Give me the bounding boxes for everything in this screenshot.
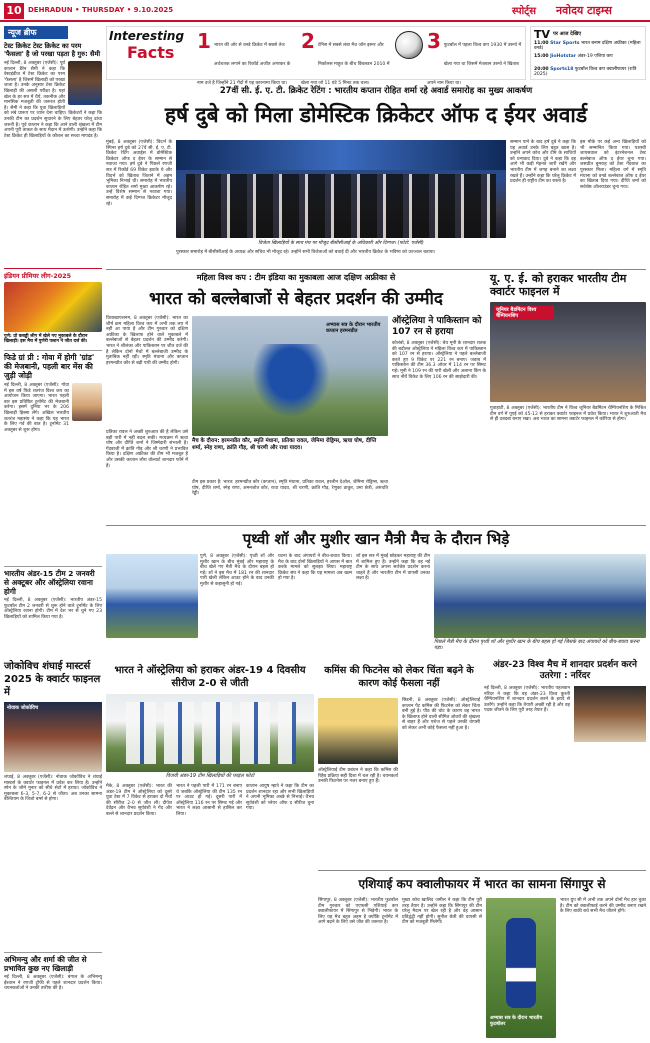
fide-body: नई दिल्ली, 8 अक्तूबर (एजेंसी): गोवा में इस वर्ष फिडे शतरंज विश्व कप का आयोजन किया जाएगा। भारत पहली बार इस प्रतिष्ठित टूर्नामेंट की मेजबानी करेगा। इसमें दुनिया भर के 206 खिलाड़ी हिस्सा लेंगे। अखिल भारतीय शतरंज महासंघ ने कहा कि यह भारत के लिए गर्व की बात है। टूर्नामेंट 31 अक्तूबर से शुरू होगा। (4, 383, 69, 433)
fact-number: 1 (197, 29, 211, 53)
abhimanyu-story (4, 952, 102, 1040)
divider (318, 870, 646, 871)
fide-photo (72, 383, 102, 421)
wwc-col3: टीम इस प्रकार है: भारत: हरमनप्रीत कौर (कप्तान), स्मृति मंधाना, प्रतिका रावल, हरलीन देओल, जेमिमा रोड्रिग्स, ऋचा घोष, दीप्ति शर्मा, स्नेह राणा, अमनजोत कौर, राधा यादव, श्री चरणी, क्रांति गौड़, रेणुका ठाकुर, उमा छेत्री, अरुंधति रेड्डी। (192, 480, 388, 497)
tv-sublabel: पर आज देखिए (553, 31, 581, 37)
wwc-col2: प्रतिका रावल ने अच्छी शुरुआत की है लेकिन उसे बड़ी पारी में नहीं बदल सकी। मध्यक्रम में ऋचा घोष और दीप्ति शर्मा ने जिम्मेदारी संभाली है। गेंदबाजी में क्रांति गौड़ और श्री चरणी ने प्रभावित किया है। दक्षिण अफ्रीका की टीम भी मजबूत है और उसकी कप्तान लौरा वोल्वार्ट शानदार फॉर्म में हैं। (106, 430, 188, 469)
uae-photo-label: जूनियर बैडमिंटन विश्व चैम्पियनशिप (494, 306, 554, 320)
prithvi-col3: शॉ इस सत्र में मुंबई छोड़कर महाराष्ट्र की टीम में शामिल हुए हैं। उन्होंने कहा कि वह नई टीम के साथ अपना सर्वश्रेष्ठ प्रदर्शन करना चाहते हैं और भारतीय टीम में वापसी उनका लक्ष्य है। (356, 554, 430, 582)
lead-col2: सम्मान पाने के बाद हर्ष दुबे ने कहा कि यह अवार्ड उनके लिए बहुत खास है। उन्होंने अपने कोच और टीम के साथियों को धन्यवाद दिया। दुबे ने कहा कि वह आगे भी कड़ी मेहनत जारी रखेंगे और भारतीय टीम में जगह बनाने का लक्ष्य रखते हैं। उन्होंने कहा कि घरेलू क्रिकेट में प्रदर्शन ही राष्ट्रीय टीम का रास्ता है। (510, 140, 576, 185)
prithvi-photo-right (434, 554, 646, 638)
prithvi-col1: पुणे, 8 अक्तूबर (एजेंसी): पृथ्वी शॉ और मुशीर खान के बीच मुंबई और महाराष्ट्र के बीच खेले गए मैत्री मैच के दौरान बहस हो गई। शॉ ने इस मैच में 181 रन की शानदार पारी खेली लेकिन आउट होने के बाद उनकी मुशीर से कहासुनी हो गई। (200, 554, 274, 587)
shanghai-headline: जोकोविच शंघाई मास्टर्स 2025 के क्वार्टर फाइनल में (4, 661, 101, 698)
u19-col3: कप्तान आयुष म्हात्रे ने कहा कि टीम का प्रदर्शन शानदार रहा और सभी खिलाड़ियों ने अपनी भूमिका अच्छे से निभाई। वैभव सूर्यवंशी को प्लेयर ऑफ द सीरीज चुना गया। (246, 784, 314, 812)
abhimanyu-headline: अभिमन्यु और शर्मा की जीत से प्रभावित कुछ नए खिलाड़ी (4, 952, 102, 973)
cummins-body: सिडनी, 8 अक्तूबर (एजेंसी): ऑस्ट्रेलियाई कप्तान पैट कमिंस की फिटनेस को लेकर चिंता बनी हुई है। पीठ की चोट के कारण वह भारत के खिलाफ होने वाली सीमित ओवरों की श्रृंखला से बाहर हैं और एशेज से पहले उनकी वापसी को लेकर अभी कोई फैसला नहीं हुआ है। (402, 698, 480, 731)
aus-pak-story (392, 316, 486, 522)
divider (106, 269, 646, 270)
wwc-col1: विशाखापत्तनम, 8 अक्तूबर (एजेंसी): भारत का शीर्ष क्रम महिला विश्व कप में अभी तक लय में नहीं आ पाया है और टीम गुरुवार को दक्षिण अफ्रीका के खिलाफ होने वाले मुकाबले में बल्लेबाजों से बेहतर प्रदर्शन की उम्मीद करेगी। भारत ने श्रीलंका और पाकिस्तान पर जीत दर्ज की है लेकिन दोनों मैचों में बल्लेबाजी उम्मीद के मुताबिक नहीं रही। स्मृति मंधाना और कप्तान हरमनप्रीत कौर से बड़ी पारी की उम्मीद होगी। (106, 316, 188, 366)
tv-channel: Star Sports (550, 41, 580, 46)
fide-headline: फिडे ग्रां प्री : गोवा में होगी 'ग्रांड' की मेजबानी, पहली बार मेंस की जुड़ी जोड़ी (4, 350, 102, 380)
u19-col2: भारत ने पहली पारी में 171 रन बनाए थे जबकि ऑस्ट्रेलिया की टीम 135 रन पर आउट हो गई। दूसरी पारी में ऑस्ट्रेलिया 116 रन पर सिमट गई और भारत ने लक्ष्य आसानी से हासिल कर लिया। (176, 784, 242, 817)
tv-program: फुटबॉल विश्व कप क्वालीफायर (रात्रि 2025) (534, 67, 637, 78)
asia-cup-headline: एशियाई कप क्वालीफायर में भारत का सामना सिंगापुर से (358, 877, 606, 891)
asia-cup-col2: मुख्य कोच खालिद जमील ने कहा कि टीम पूरी तरह तैयार है। उन्होंने कहा कि सिंगापुर की टीम घरेलू मैदान पर खेल रही है और वह आसान प्रतिद्वंद्वी नहीं होगी। सुनील छेत्री की वापसी से टीम को मजबूती मिलेगी। (402, 898, 482, 926)
asia-cup-photo-label: अभ्यास सत्र के दौरान भारतीय फुटबॉलर (490, 1016, 543, 1027)
wwc-photo-label: अभ्यास सत्र के दौरान भारतीय कप्तान हरमनप्रीत (326, 322, 381, 334)
shanghai-photo (4, 702, 102, 772)
lead-photo (176, 140, 506, 238)
cummins-body2: ऑस्ट्रेलियाई टीम प्रबंधन ने कहा कि कमिंस की रिहैब प्रक्रिया सही दिशा में चल रही है। चयनकर्ता उनकी फिटनेस पर नजर बनाए हुए हैं। (318, 768, 398, 785)
abhimanyu-body: नई दिल्ली, 8 अक्तूबर (एजेंसी): बंगाल के अभिमन्यु ईश्वरन ने रणजी ट्रॉफी से पहले शानदार प्रदर्शन किया। चयनकर्ताओं ने उनकी तारीफ की है। (4, 975, 102, 992)
wrestling-photo (574, 686, 646, 742)
lead-bottom-text: पुरस्कार समारोह में बीसीसीआई के अध्यक्ष और सचिव भी मौजूद रहे। उन्होंने सभी विजेताओं को बधाई दी और भारतीय क्रिकेट के भविष्य को उज्ज्वल बताया। (176, 250, 436, 255)
tv-time: 15:00 (534, 54, 549, 59)
tv-guide (530, 26, 646, 80)
section-label: स्पोर्ट्स (512, 6, 536, 17)
prithvi-col2: घटना के बाद अंपायरों ने बीच-बचाव किया। मैच के बाद दोनों खिलाड़ियों ने आपस में बात करके मामले को सुलझा लिया। महाराष्ट्र क्रिकेट संघ ने कहा कि यह मामला अब खत्म हो गया है। (278, 554, 352, 582)
u19-caption: विजयी अंडर-19 टीम खिलाड़ियों की फाइल फोटो (165, 773, 255, 779)
wrestling-headline: अंडर-23 विश्व मैच में शानदार प्रदर्शन करने उतरेगा : नरिंदर (493, 660, 637, 681)
fact-text: टेनिस में सबसे लंबा मैच जॉन इस्नर और निकोलस माहुत के बीच विंबलडन 2010 में खेला गया जो 11 घंटे 5 मिनट तक चला। (301, 43, 390, 86)
uae-photo (490, 302, 646, 402)
fact-item (197, 29, 297, 86)
divider (106, 525, 646, 526)
pkl-caption: पुणे: प्रो कबड्डी लीग में खेले गए मुकाबले के दौरान खिलाड़ी। इस मैच में पुणेरी पल्टन ने जीत दर्ज की। (4, 334, 88, 345)
interesting-facts (106, 26, 526, 86)
wrestling-story (484, 660, 646, 858)
masthead (0, 0, 650, 22)
fact-number: 3 (427, 29, 441, 53)
fact-text: फुटबॉल में पहला विश्व कप 1930 में उरुग्वे में खेला गया था जिसमें मेजबान उरुग्वे ने खिताब अपने नाम किया था। (427, 43, 522, 86)
news-brief-body: नई दिल्ली, 8 अक्तूबर (एजेंसी): पूर्व कप्तान डैरेन सैमी ने कहा कि वेस्टइंडीज में टेस्ट क्रिकेट का परम 'फैसला' है जिसमें खिलाड़ी को परखा जाता है। उनके अनुसार टेस्ट क्रिकेट खिलाड़ी की असली परीक्षा है। यहां खेल के हर सत्र में धैर्य, तकनीक और मानसिक मजबूती की जरूरत होती है। सैमी ने कहा कि युवा खिलाड़ियों को लंबे प्रारूप पर ध्यान देना चाहिए। क्रिकेटरों ने कहा कि उनकी टीम का प्रदर्शन सुधारने के लिए बेहतर घरेलू ढांचा जरूरी है। पूर्व कप्तान ने कहा कि आने वाली श्रृंखला में टीम अपनी पूरी ताकत के साथ मैदान में उतरेगी। उन्होंने कहा कि टेस्ट क्रिकेट ही खिलाड़ियों के कौशल का सच्चा मापदंड है। (4, 61, 102, 139)
shanghai-photo-label: नोवाक जोकोविच (7, 705, 39, 711)
tv-channel: Sports18 (550, 67, 574, 72)
shanghai-story (4, 660, 102, 950)
news-brief (4, 26, 102, 266)
wwc-kicker: महिला विश्व कप : टीम इंडिया का मुकाबला आज दक्षिण अफ्रीका से (196, 273, 396, 282)
tv-item (534, 67, 644, 79)
aus-pak-body: कोलंबो, 8 अक्तूबर (एजेंसी): बेथ मूनी के शानदार शतक की बदौलत ऑस्ट्रेलिया ने महिला विश्व कप में पाकिस्तान को 107 रन से हराया। ऑस्ट्रेलिया ने पहले बल्लेबाजी करते हुए 9 विकेट पर 221 रन बनाए। जवाब में पाकिस्तान की टीम 36.3 ओवर में 114 रन पर सिमट गई। मूनी ने 109 रन की पारी खेली और अलाना किंग के साथ नौवें विकेट के लिए 106 रन की साझेदारी की। (392, 341, 486, 380)
lead-col3: इस मौके पर कई अन्य खिलाड़ियों को भी सम्मानित किया गया। यशस्वी जायसवाल को इंटरनेशनल टेस्ट बल्लेबाज ऑफ द ईयर चुना गया। जसप्रीत बुमराह को टेस्ट गेंदबाज का पुरस्कार मिला। महिला वर्ग में स्मृति मंधाना को वनडे बल्लेबाज ऑफ द ईयर का खिताब दिया गया। दीप्ति शर्मा को सर्वश्रेष्ठ ऑलराउंडर चुना गया। (580, 140, 646, 190)
lead-col1: मुंबई, 8 अक्तूबर (एजेंसी): विदर्भ के स्पिनर हर्ष दुबे को 27वें सी. ई. ए. टी. क्रिकेट रेटिंग अवार्ड्स में डोमेस्टिक क्रिकेटर ऑफ द ईयर के सम्मान से नवाजा गया। हर्ष दुबे ने पिछले रणजी सत्र में रिकॉर्ड 69 विकेट झटके थे और विदर्भ को खिताब जिताने में अहम भूमिका निभाई थी। समारोह में भारतीय कप्तान रोहित शर्मा मुख्य आकर्षण रहे। उन्हें विशेष सम्मान से नवाजा गया। समारोह में कई दिग्गज क्रिकेटर मौजूद रहे। (106, 140, 172, 207)
lead-photo-backdrop (176, 140, 506, 170)
cummins-photo (318, 698, 398, 764)
lead-kicker: 27वीं सी. ई. ए. टी. क्रिकेट रेटिंग : भारतीय कप्तान रोहित शर्मा रहे अवार्ड समारोह का मुख्य आकर्षण (219, 85, 533, 95)
tv-item (534, 41, 644, 53)
fact-item (301, 29, 397, 86)
uae-story (490, 272, 646, 522)
news-brief-label: न्यूज ब्रीफ (4, 26, 68, 39)
shanghai-body: शंघाई, 8 अक्तूबर (एजेंसी): नोवाक जोकोविच ने शंघाई मास्टर्स के क्वार्टर फाइनल में प्रवेश कर लिया है। उन्होंने स्पेन के जौमे मुनार को सीधे सेटों में हराया। जोकोविच ने मुकाबला 6-3, 5-7, 6-2 से जीता। अब उनका सामना बेल्जियम के जिजो बर्ग्स से होगा। (4, 775, 102, 803)
prithvi-headline: पृथ्वी शॉ और मुशीर खान मैत्री मैच के दौरान भिड़े (242, 530, 510, 548)
fact-item (427, 29, 523, 86)
wwc-player (252, 344, 330, 418)
tv-item (534, 54, 644, 66)
prithvi-photo-left (106, 554, 198, 638)
aus-pak-headline: ऑस्ट्रेलिया ने पाकिस्तान को 107 रन से हराया (392, 316, 482, 337)
u15-body: नई दिल्ली, 8 अक्तूबर (एजेंसी): भारतीय अंडर-15 फुटबॉल टीम 2 जनवरी से शुरू होने वाले टूर्नामेंट के लिए ऑस्ट्रेलिया रवाना होगी। टीम में देश भर से चुने गए 23 खिलाड़ियों को शामिल किया गया है। (4, 598, 102, 620)
asia-cup-col3: भारत ग्रुप सी में अभी तक अपने दोनों मैच हार चुका है। टीम को क्वालीफाई करने की उम्मीद बनाए रखने के लिए बाकी बचे सभी मैच जीतने होंगे। (560, 898, 646, 915)
wrestling-body: नई दिल्ली, 8 अक्तूबर (एजेंसी): भारतीय पहलवान नरिंदर ने कहा कि वह अंडर-23 विश्व कुश्ती चैम्पियनशिप में शानदार प्रदर्शन करने के इरादे से उतरेंगे। उन्होंने कहा कि तैयारी अच्छी रही है और वह पदक जीतने के लिए पूरी तरह तैयार हैं। (484, 686, 570, 714)
wwc-headline: भारत को बल्लेबाजों से बेहतर प्रदर्शन की उम्मीद (149, 289, 443, 309)
paper-name: नवोदय टाइम्स (556, 4, 612, 17)
football-icon (395, 31, 423, 59)
pkl-photo (4, 282, 102, 332)
u19-photo (106, 694, 314, 772)
facts-label-bottom: Facts (127, 43, 175, 62)
lead-photo-caption: विजेता खिलाड़ियों के साथ मंच पर मौजूद बीसीसीआई के अधिकारी और दिग्गज। (फोटो: एजेंसी) (258, 241, 424, 246)
tv-program: अंडर-19 एशिया कप (577, 54, 613, 59)
u19-headline: भारत ने ऑस्ट्रेलिया को हराकर अंडर-19 4 दिवसीय सीरीज 2-0 से जीती (114, 665, 306, 689)
lead-headline: हर्ष दुबे को मिला डोमेस्टिक क्रिकेटर ऑफ द ईयर अवार्ड (164, 103, 588, 127)
lead-photo-people (186, 174, 496, 238)
city-date: DEHRADUN • THURSDAY • 9.10.2025 (28, 6, 174, 14)
prithvi-caption: पिछले मैत्री मैच के दौरान पृथ्वी शॉ और मुशीर खान के बीच बहस हो गई जिसके बाद अंपायरों को बीच-बचाव करना पड़ा। (434, 639, 640, 652)
tv-channel: JioHotstar (550, 54, 577, 59)
facts-label (109, 29, 193, 77)
fact-text: भारत की ओर से वनडे क्रिकेट में सबसे तेज अर्धशतक लगाने का रिकॉर्ड अजीत अगरकर के नाम दर्ज है जिन्होंने 21 गेंदों में यह कारनामा किया था। (197, 43, 291, 86)
tv-label: TV (534, 28, 551, 41)
asia-cup-player (506, 918, 536, 1008)
tv-time: 11:00 (534, 41, 549, 46)
asia-cup-col1: सिंगापुर, 8 अक्तूबर (एजेंसी): भारतीय फुटबॉल टीम गुरुवार को एएफसी एशियाई कप क्वालीफायर में सिंगापुर से भिड़ेगी। भारत के लिए यह मैच बहुत अहम है क्योंकि टूर्नामेंट में आगे बढ़ने के लिए उसे जीत की जरूरत है। (318, 898, 398, 926)
asia-cup-photo (486, 898, 556, 1038)
news-brief-headline: टेस्ट क्रिकेट टेस्ट क्रिकेट का परम 'फैसला' है जो परखा पड़ता है गुरु: सैमी (4, 42, 101, 58)
facts-label-top: Interesting (109, 29, 185, 43)
u15-headline: भारतीय अंडर-15 टीम 2 जनवरी से अक्टूबर और ऑस्ट्रेलिया रवाना होगी (4, 566, 102, 596)
tv-time: 20:00 (534, 67, 549, 72)
tv-program: भारत बनाम दक्षिण अफ्रीका (महिला वनडे) (534, 41, 641, 52)
pkl-box (4, 268, 102, 356)
u19-col1: मैके, 8 अक्तूबर (एजेंसी): भारत की अंडर-19 टीम ने ऑस्ट्रेलिया को दूसरे युवा टेस्ट में 7 विकेट से हराकर दो मैचों की सीरीज 2-0 से जीत ली। दीपेश देवेंद्रन और वैभव सूर्यवंशी ने गेंद और बल्ले से शानदार प्रदर्शन किया। (106, 784, 172, 817)
page-number: 10 (4, 3, 24, 19)
fide-story (4, 350, 102, 502)
wwc-photo-caption: मैच के दौरान: हरमनप्रीत कौर, स्मृति मंधाना, प्रतिका रावल, जेमिमा रोड्रिग्स, ऋचा घोष, दीप्ति शर्मा, स्नेह राणा, क्रांति गौड़, श्री चरणी और राधा यादव। (192, 438, 377, 452)
uae-body: गुवाहाटी, 8 अक्तूबर (एजेंसी): भारतीय टीम ने विश्व जूनियर बैडमिंटन चैम्पियनशिप के मिश्रित टीम वर्ग में यूएई को 45-12 से हराकर क्वार्टर फाइनल में प्रवेश किया। भारत ने शुरुआती मैच से ही दबदबा बनाए रखा। अब भारत का सामना क्वार्टर फाइनल में कोरिया से होगा। (490, 406, 646, 423)
cummins-headline: कमिंस की फिटनेस को लेकर चिंता बढ़ने के कारण कोई फैसला नहीं (324, 665, 474, 689)
pkl-label: इंडियन प्रीमियर लीग-2025 (4, 268, 102, 280)
u15-story (4, 566, 102, 656)
news-brief-photo (68, 61, 102, 105)
u19-players (126, 702, 296, 764)
fact-number: 2 (301, 29, 315, 53)
uae-headline: यू. ए. ई. को हराकर भारतीय टीम क्वार्टर फाइनल में (490, 272, 627, 298)
